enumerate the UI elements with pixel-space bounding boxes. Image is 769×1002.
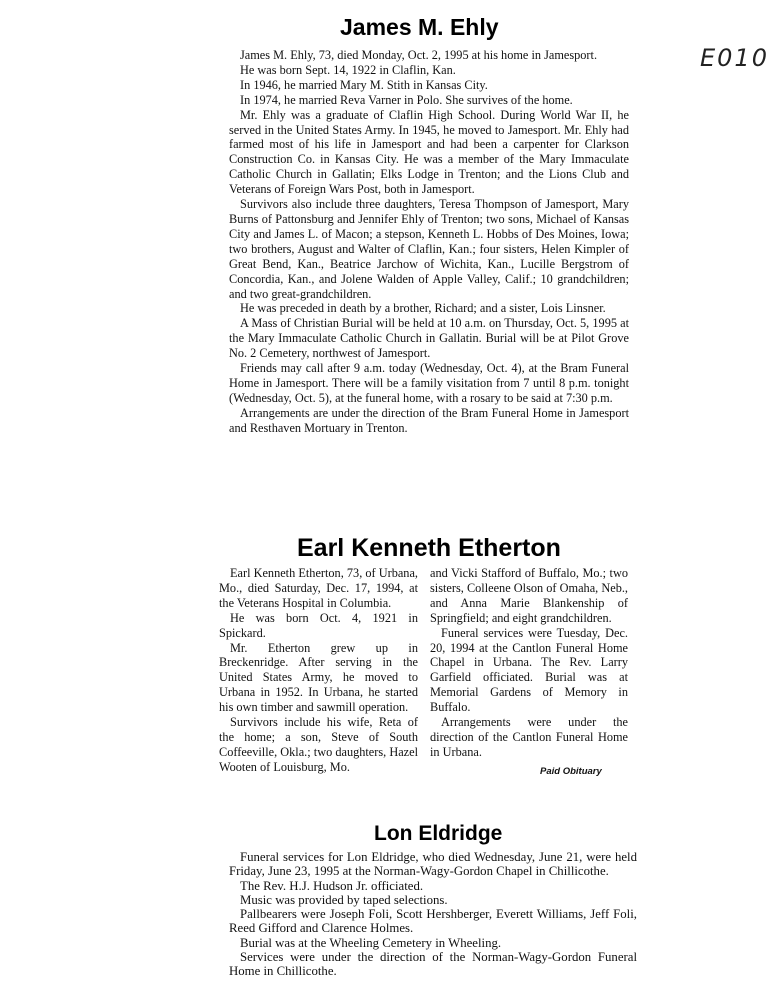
obituary-title-etherton: Earl Kenneth Etherton — [297, 534, 561, 562]
obituary-paragraph: The Rev. H.J. Hudson Jr. officiated. — [240, 878, 424, 893]
obituary-body-ehly — [229, 48, 629, 436]
obituary-paragraph: James M. Ehly, 73, died Monday, Oct. 2, 1995 at his home in Jamesport. — [240, 48, 598, 62]
obituary-body-etherton-left — [219, 566, 418, 775]
obituary-paragraph: In 1946, he married Mary M. Stith in Kansas City. — [240, 77, 488, 92]
obituary-paragraph: and Vicki Stafford of Buffalo, Mo.; two sisters, Colleene Olson of Omaha, Neb., and Anna Marie Blankenship of Springfield; and eight grandchildren. — [430, 566, 628, 625]
obituary-title-eldridge: Lon Eldridge — [374, 822, 503, 845]
obituary-paragraph: Burial was at the Wheeling Cemetery in Wheeling. — [240, 935, 502, 950]
obituary-paragraph: Arrangements are under the direction of the Bram Funeral Home in Jamesport and Resthaven Mortuary in Trenton. — [229, 405, 629, 435]
obituary-paragraph: Arrangements were under the direction of the Cantlon Funeral Home in Urbana. — [430, 715, 628, 759]
obituary-paragraph: Music was provided by taped selections. — [240, 892, 448, 907]
obituary-paragraph: Friends may call after 9 a.m. today (Wednesday, Oct. 4), at the Bram Funeral Home in Jamesport. There will be a family visitation from 7 until 8 p.m. tonight (Wednesday, Oct. 5), at the funeral home, with a rosary to be said at 7:30 p.m. — [229, 361, 629, 405]
obituary-paragraph: Mr. Ehly was a graduate of Claflin High School. During World War II, he served in the United States Army. In 1945, he moved to Jamesport. Mr. Ehly had farmed most of his life in Jamesport and had been a carpenter for Clarkson Construction Co. in Kansas City. He was a member of the Mary Immaculate Catholic Church in Gallatin; Elks Lodge in Trenton; and the Lions Club and Veterans of Foreign Wars Post, both in Jamesport. — [229, 107, 629, 197]
obituary-paragraph: He was preceded in death by a brother, Richard; and a sister, Lois Linsner. — [240, 301, 606, 316]
obituary-paragraph: A Mass of Christian Burial will be held at 10 a.m. on Thursday, Oct. 5, 1995 at the Mary Immaculate Catholic Church in Gallatin. Burial will be at Pilot Grove No. 2 Cemetery, northwest of Jamesport. — [229, 316, 629, 361]
obituary-paragraph: Earl Kenneth Etherton, 73, of Urbana, Mo., died Saturday, Dec. 17, 1994, at the Veterans Hospital in Columbia. — [219, 566, 418, 610]
obituary-paragraph: In 1974, he married Reva Varner in Polo. She survives of the home. — [240, 92, 573, 107]
obituary-paragraph: He was born Oct. 4, 1921 in Spickard. — [219, 610, 418, 640]
obituary-paragraph: He was born Sept. 14, 1922 in Claflin, Kan. — [240, 62, 456, 77]
obituary-paragraph: Survivors also include three daughters, Teresa Thompson of Jamesport, Mary Burns of Pattonsburg and Jennifer Ehly of Trenton; two sons, Michael of Kansas City and James L. of Macon; a stepson, Kenneth L. Hobbs of Des Moines, Iowa; two brothers, August and Walter of Claflin, Kan.; four sisters, Helen Kimpler of Great Bend, Kan., Beatrice Jarchow of Wichita, Kan., Lucille Bergstrom of Concordia, Kan., and Jolene Walden of Apple Valley, Calif.; 10 grandchildren; and two great-grandchildren. — [229, 197, 629, 301]
obituary-paragraph: Services were under the direction of the Norman-Wagy-Gordon Funeral Home in Chillicothe. — [229, 950, 637, 979]
obituary-paragraph: Funeral services for Lon Eldridge, who died Wednesday, June 21, were held Friday, June 23, 1995 at the Norman-Wagy-Gordon Chapel in Chillicothe. — [229, 850, 637, 879]
obituary-body-eldridge — [229, 850, 637, 979]
obituary-paragraph: Pallbearers were Joseph Foli, Scott Hershberger, Everett Williams, Jeff Foli, Reed Gifford and Clarence Holmes. — [229, 907, 637, 936]
obituary-title-ehly: James M. Ehly — [340, 14, 499, 40]
obituary-paragraph: Survivors include his wife, Reta of the home; a son, Steve of South Coffeeville, Okla.; two daughters, Hazel Wooten of Louisburg, Mo. — [219, 715, 418, 774]
obituary-paragraph: Funeral services were Tuesday, Dec. 20, 1994 at the Cantlon Funeral Home Chapel in Urbana. The Rev. Larry Garfield officiated. Burial was at Memorial Gardens of Memory in Buffalo. — [430, 625, 628, 715]
handwritten-note: E010 — [700, 44, 769, 72]
obituary-paragraph: Mr. Etherton grew up in Breckenridge. After serving in the United States Army, he moved to Urbana in 1952. In Urbana, he started his own timber and sawmill operation. — [219, 640, 418, 715]
obituary-body-etherton-right — [430, 566, 628, 760]
paid-obituary-label: Paid Obituary — [540, 766, 602, 777]
